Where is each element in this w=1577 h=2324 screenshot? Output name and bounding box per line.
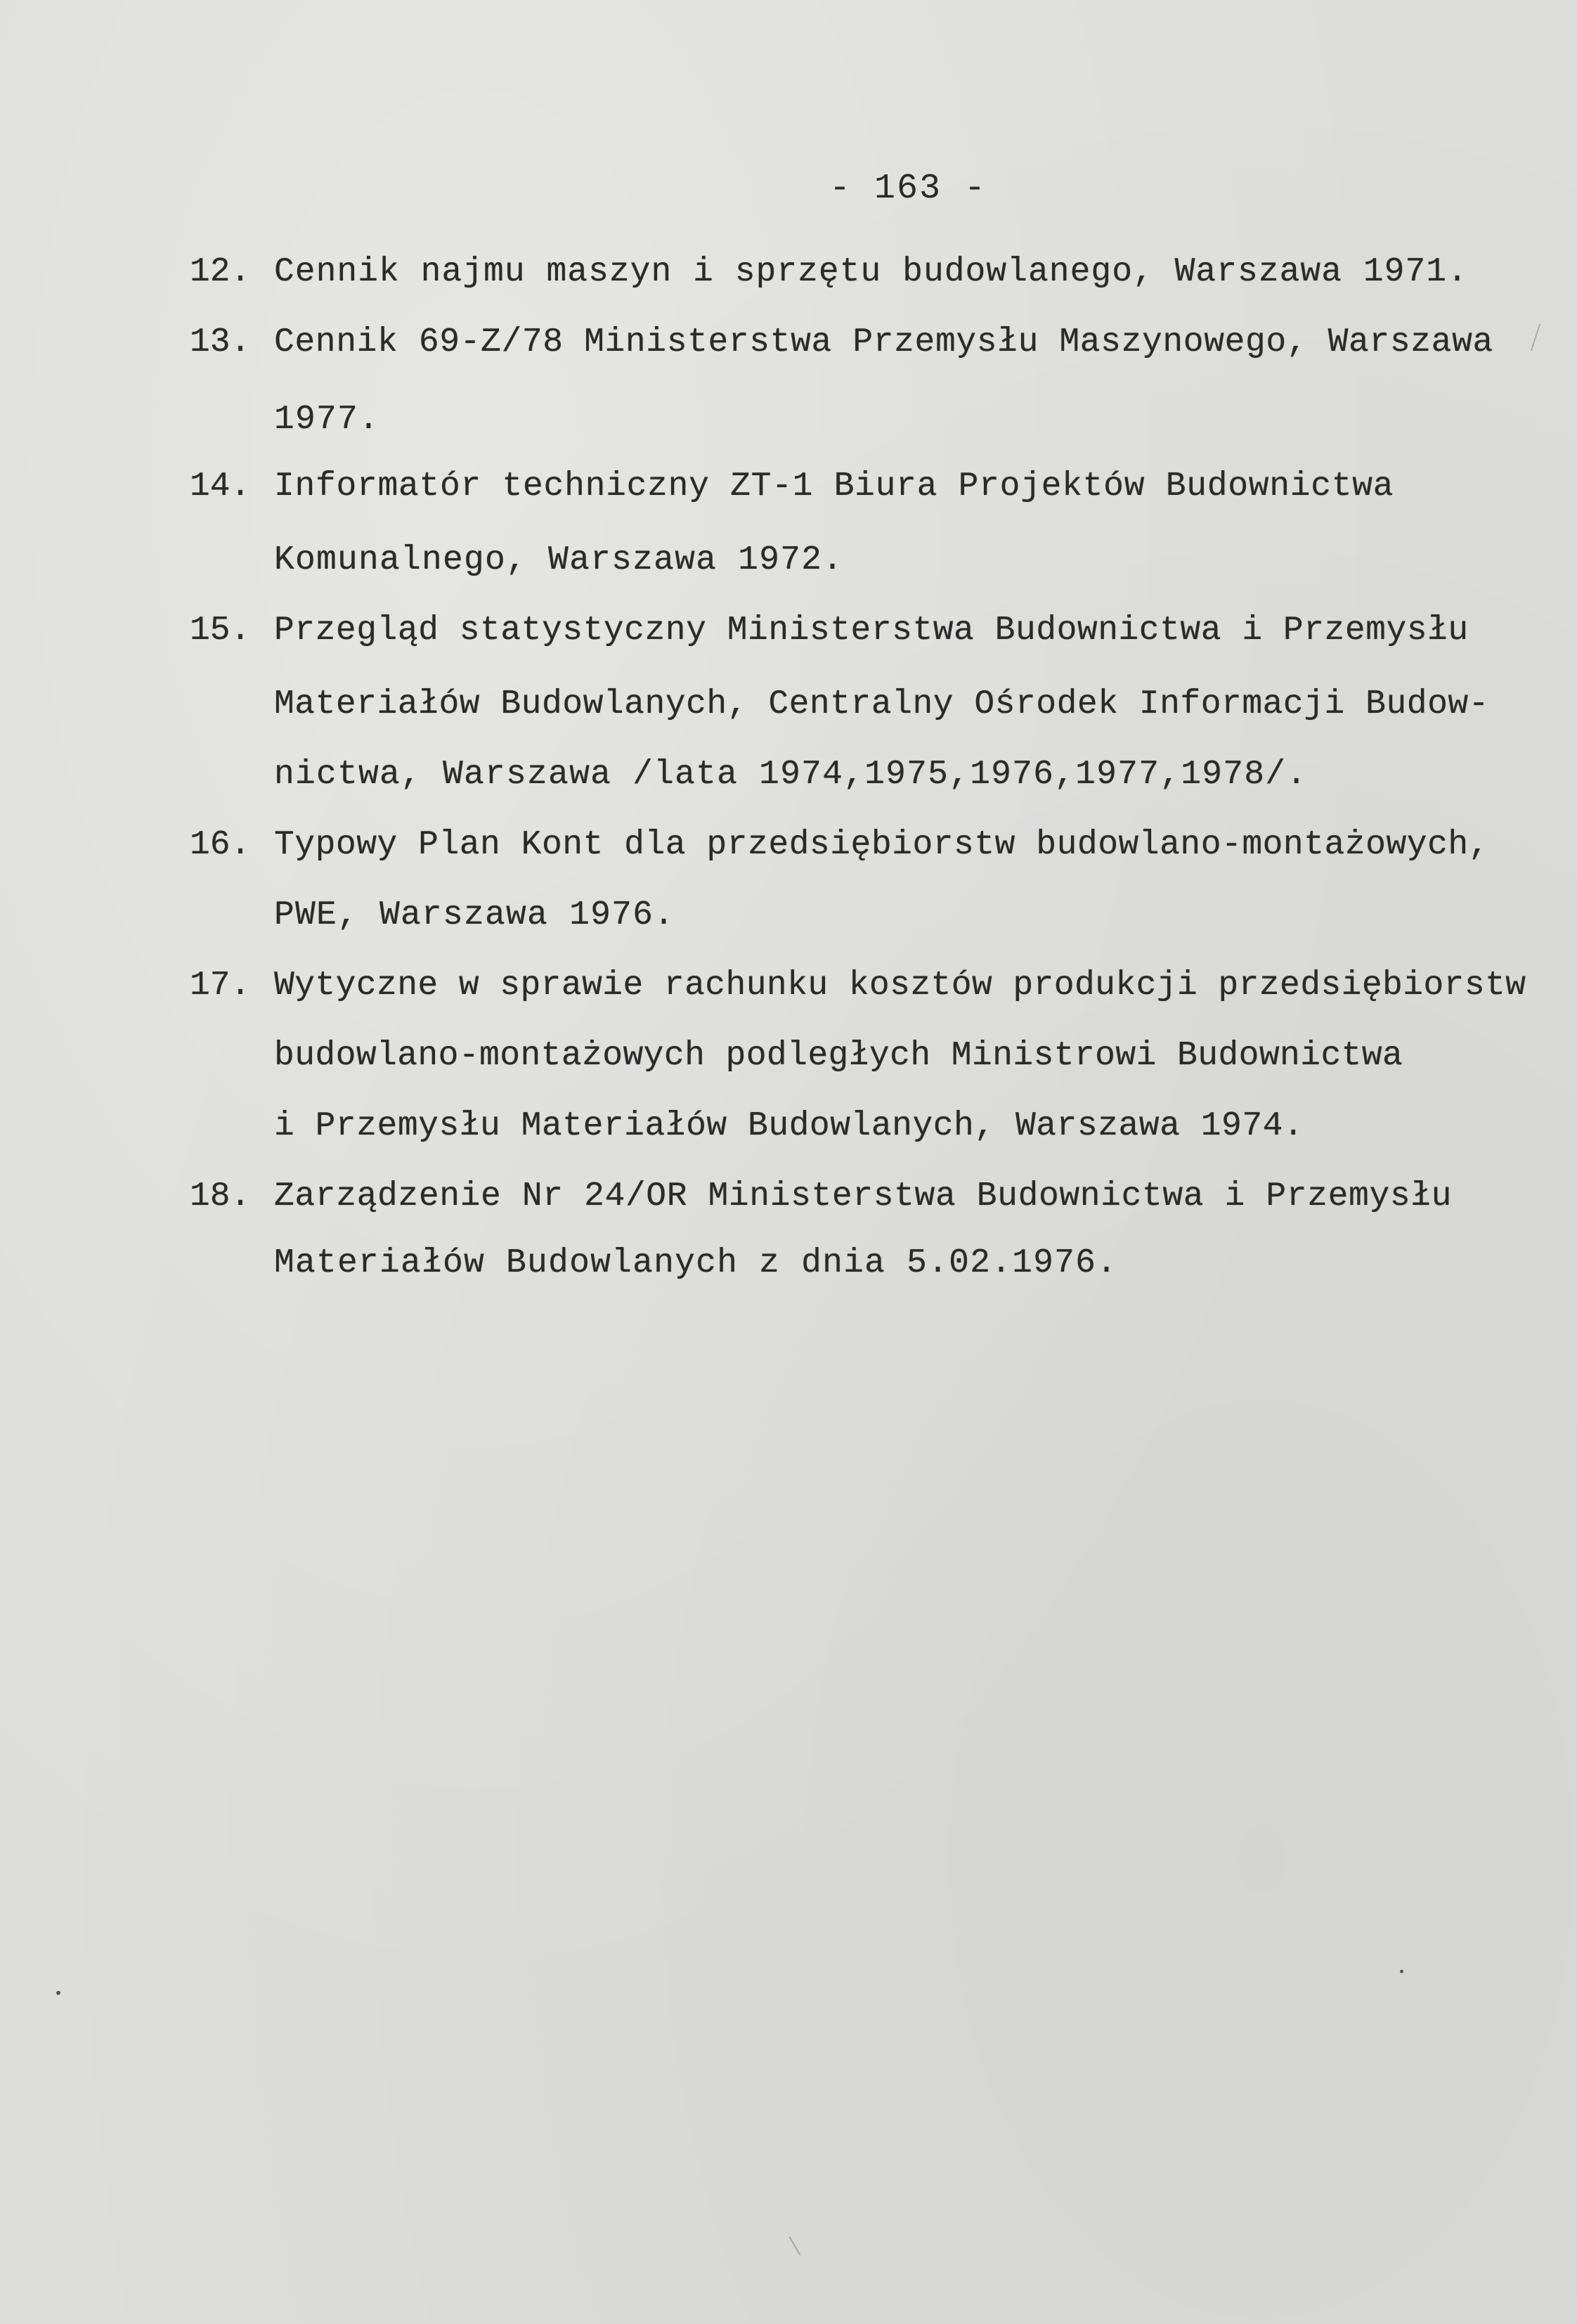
entry-line: Materiałów Budowlanych, Centralny Ośrodek Informacji Budow- bbox=[274, 685, 1489, 723]
entry-line: nictwa, Warszawa /lata 1974,1975,1976,1977,1978/. bbox=[274, 756, 1308, 794]
paper-speck bbox=[56, 1991, 60, 1995]
paper-mark bbox=[789, 2237, 801, 2256]
entry-line: Cennik najmu maszyn i sprzętu budowlanego, Warszawa 1971. bbox=[274, 253, 1468, 291]
entry-number: 15. bbox=[190, 612, 251, 650]
entry-number: 12. bbox=[190, 253, 251, 291]
entry-line: Cennik 69-Z/78 Ministerstwa Przemysłu Maszynowego, Warszawa bbox=[274, 323, 1493, 361]
entry-line: Przegląd statystyczny Ministerstwa Budownictwa i Przemysłu bbox=[274, 612, 1469, 650]
entry-line: Typowy Plan Kont dla przedsiębiorstw budowlano-montażowych, bbox=[274, 826, 1489, 864]
entry-number: 17. bbox=[190, 967, 251, 1005]
entry-number: 14. bbox=[190, 467, 251, 505]
entry-line: PWE, Warszawa 1976. bbox=[274, 896, 675, 934]
page-number: - 163 - bbox=[829, 169, 987, 209]
entry-line: Zarządzenie Nr 24/OR Ministerstwa Budownictwa i Przemysłu bbox=[274, 1177, 1453, 1215]
entry-number: 18. bbox=[190, 1177, 251, 1215]
paper-mark bbox=[1531, 324, 1540, 351]
paper-speck bbox=[1400, 1970, 1403, 1973]
entry-line: Wytyczne w sprawie rachunku kosztów produkcji przedsiębiorstw bbox=[274, 967, 1526, 1005]
entry-number: 13. bbox=[190, 323, 251, 361]
entry-number: 16. bbox=[190, 826, 251, 864]
entry-line: Informatór techniczny ZT-1 Biura Projektów Budownictwa bbox=[274, 467, 1394, 505]
entry-line: 1977. bbox=[274, 401, 380, 439]
entry-line: budowlano-montażowych podległych Ministrowi Budownictwa bbox=[274, 1037, 1403, 1075]
entry-line: Materiałów Budowlanych z dnia 5.02.1976. bbox=[274, 1244, 1118, 1282]
entry-line: i Przemysłu Materiałów Budowlanych, Warszawa 1974. bbox=[274, 1107, 1304, 1145]
entry-line: Komunalnego, Warszawa 1972. bbox=[274, 541, 844, 579]
